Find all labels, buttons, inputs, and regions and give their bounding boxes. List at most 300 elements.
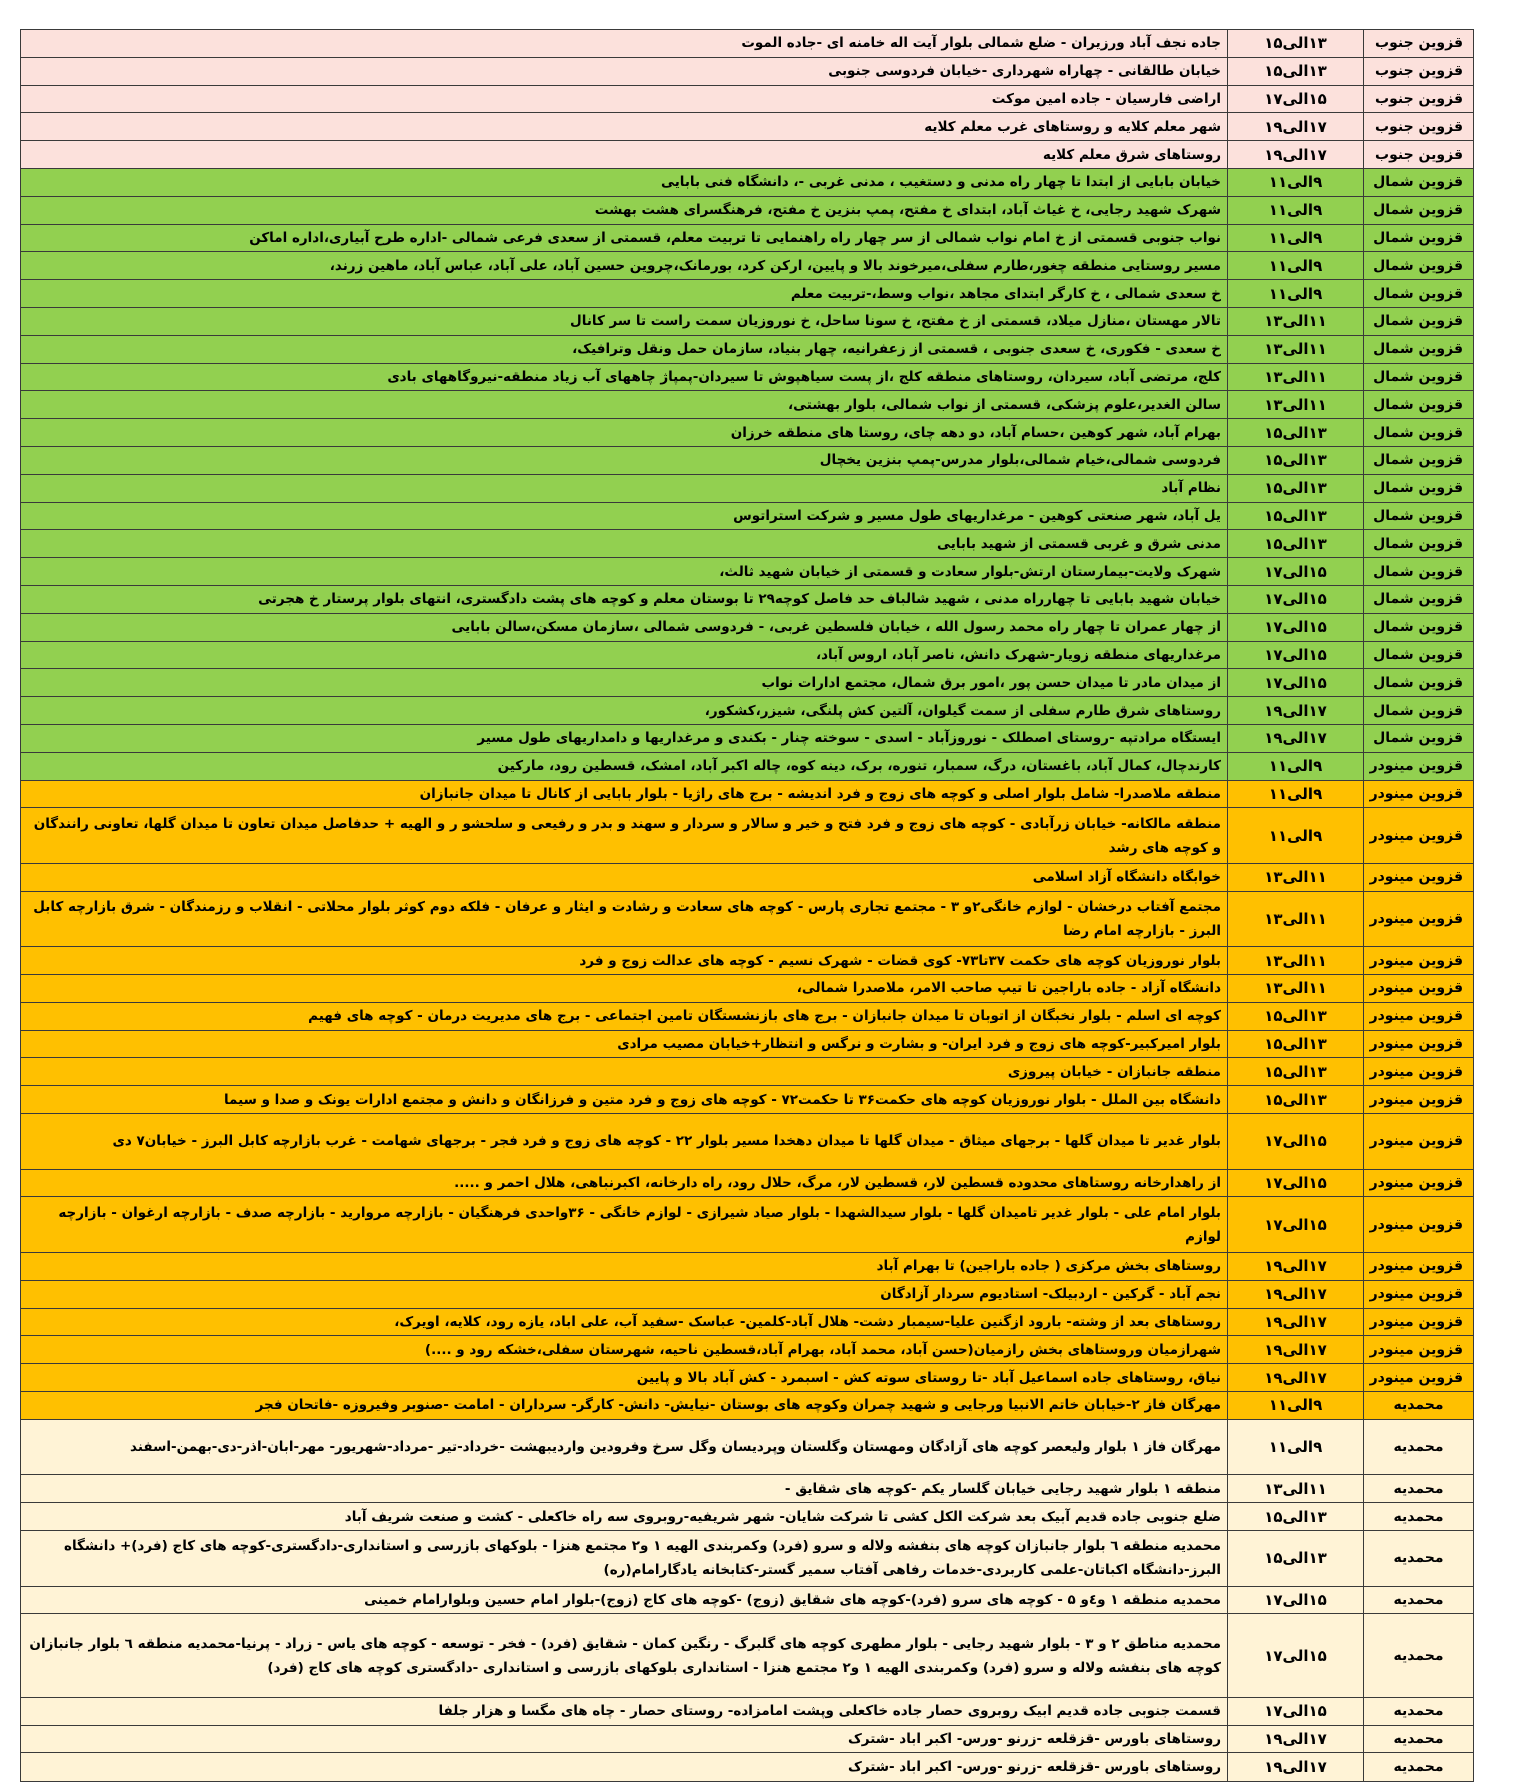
time-cell bbox=[1227, 697, 1363, 725]
region-label: قزوین مینودر bbox=[1369, 1036, 1463, 1053]
areas-text: نیاق، روستاهای جاده اسماعیل آباد -تا روستای سوته کش - اسبمرد - کش آباد بالا و پایین bbox=[636, 1369, 1221, 1386]
time-cell bbox=[1227, 280, 1363, 308]
region-cell bbox=[1363, 1420, 1473, 1476]
time-range-label: ۱۵الی۱۷ bbox=[1264, 1132, 1327, 1151]
areas-text: شهرک شهید رجایی، خ غیاث آباد، ابتدای خ مفتح، پمپ بنزین خ مفتح، فرهنگسرای هشت بهشت bbox=[594, 202, 1221, 219]
areas-cell bbox=[20, 475, 1227, 503]
areas-cell bbox=[20, 1170, 1227, 1198]
region-cell bbox=[1363, 1587, 1473, 1615]
time-range-label: ۱۷الی۱۹ bbox=[1264, 1340, 1327, 1359]
table-row bbox=[20, 475, 1473, 503]
areas-text: روستاهای شرق معلم کلایه bbox=[1042, 146, 1221, 163]
power-outage-schedule-table bbox=[20, 29, 1474, 1782]
time-cell bbox=[1227, 336, 1363, 364]
region-cell bbox=[1363, 225, 1473, 253]
time-cell bbox=[1227, 475, 1363, 503]
region-label: قزوین جنوب bbox=[1375, 118, 1463, 135]
time-range-label: ۱۷الی۱۹ bbox=[1264, 1368, 1327, 1387]
time-cell bbox=[1227, 1114, 1363, 1170]
areas-text: دانشگاه آزاد - جاده باراجین تا تیپ صاحب الامر، ملاصدرا شمالی، bbox=[796, 980, 1221, 997]
time-range-label: ۱۷الی۱۹ bbox=[1264, 145, 1327, 164]
time-range-label: ۱۷الی۱۹ bbox=[1264, 1257, 1327, 1276]
table-row bbox=[20, 864, 1473, 892]
table-row bbox=[20, 586, 1473, 614]
areas-text: ایستگاه مرادتپه -روستای اصطلک - نوروزآباد - اسدی - سوخته چنار - بکندی و مرغداریها و دامداریهای طول مسیر bbox=[477, 730, 1221, 747]
region-label: قزوین مینودر bbox=[1369, 869, 1463, 886]
areas-text: بلوار امام علی - بلوار غدیر تامیدان گلها - بلوار سیدالشهدا - بلوار صیاد شیرازی - لوازم خانگی - ۳۶واحدی فرهنگیان - بازارچه مروارید - بازارچه صدف - بازارچه ارغوان - بازارچه لوازم bbox=[58, 1204, 1221, 1245]
table-row bbox=[20, 1031, 1473, 1059]
region-cell bbox=[1363, 1309, 1473, 1337]
areas-cell bbox=[20, 336, 1227, 364]
region-label: قزوین مینودر bbox=[1369, 1369, 1463, 1386]
region-label: قزوین شمال bbox=[1373, 424, 1463, 441]
areas-text: یل آباد، شهر صنعتی کوهین - مرغداریهای طول مسیر و شرکت استراتوس bbox=[733, 507, 1221, 524]
region-label: محمدیه bbox=[1393, 1592, 1444, 1609]
time-range-label: ۱۱الی۱۳ bbox=[1264, 312, 1327, 331]
time-cell bbox=[1227, 892, 1363, 948]
region-cell bbox=[1363, 864, 1473, 892]
areas-text: محمدیه منطقه ۱ و٤و ۵ - کوچه های سرو (فرد)-کوچه های شقایق (زوج) -کوچه های کاج (زوج)-بلوار امام حسین وبلوارامام خمینی bbox=[364, 1592, 1221, 1609]
table-row bbox=[20, 1475, 1473, 1503]
region-label: قزوین جنوب bbox=[1375, 63, 1463, 80]
areas-cell bbox=[20, 864, 1227, 892]
time-range-label: ۱۳الی۱۵ bbox=[1264, 1507, 1327, 1526]
time-cell bbox=[1227, 86, 1363, 114]
region-cell bbox=[1363, 530, 1473, 558]
areas-cell bbox=[20, 530, 1227, 558]
region-cell bbox=[1363, 586, 1473, 614]
table-row bbox=[20, 308, 1473, 336]
time-range-label: ۱۳الی۱۵ bbox=[1264, 534, 1327, 553]
areas-cell bbox=[20, 419, 1227, 447]
region-cell bbox=[1363, 475, 1473, 503]
time-cell bbox=[1227, 864, 1363, 892]
areas-cell bbox=[20, 558, 1227, 586]
region-cell bbox=[1363, 197, 1473, 225]
table-row bbox=[20, 419, 1473, 447]
region-cell bbox=[1363, 503, 1473, 531]
areas-cell bbox=[20, 1392, 1227, 1420]
areas-cell bbox=[20, 1058, 1227, 1086]
areas-cell bbox=[20, 1698, 1227, 1726]
region-label: قزوین مینودر bbox=[1369, 1008, 1463, 1025]
table-row bbox=[20, 252, 1473, 280]
region-label: محمدیه bbox=[1393, 1759, 1444, 1776]
time-range-label: ۱۱الی۱۳ bbox=[1264, 979, 1327, 998]
areas-text: قسمت جنوبی جاده قدیم ابیک روبروی حصار جاده خاکعلی وپشت امامزاده- روستای حصار - چاه های مگسا و هزار جلفا bbox=[438, 1703, 1221, 1720]
time-range-label: ۱۳الی۱۵ bbox=[1264, 423, 1327, 442]
region-cell bbox=[1363, 1114, 1473, 1170]
time-cell bbox=[1227, 447, 1363, 475]
time-cell bbox=[1227, 975, 1363, 1003]
region-cell bbox=[1363, 1253, 1473, 1281]
region-cell bbox=[1363, 1614, 1473, 1697]
region-label: قزوین مینودر bbox=[1369, 1216, 1463, 1233]
table-row bbox=[20, 725, 1473, 753]
region-label: قزوین شمال bbox=[1373, 341, 1463, 358]
time-cell bbox=[1227, 1364, 1363, 1392]
areas-cell bbox=[20, 1086, 1227, 1114]
areas-cell bbox=[20, 808, 1227, 864]
region-label: قزوین مینودر bbox=[1369, 1341, 1463, 1358]
table-row bbox=[20, 642, 1473, 670]
table-row bbox=[20, 391, 1473, 419]
areas-cell bbox=[20, 113, 1227, 141]
table-row bbox=[20, 1058, 1473, 1086]
areas-cell bbox=[20, 1531, 1227, 1587]
time-range-label: ۱۵الی۱۷ bbox=[1264, 562, 1327, 581]
areas-cell bbox=[20, 1253, 1227, 1281]
region-label: قزوین مینودر bbox=[1369, 1175, 1463, 1192]
time-cell bbox=[1227, 1197, 1363, 1253]
region-label: قزوین شمال bbox=[1373, 202, 1463, 219]
table-row bbox=[20, 30, 1473, 58]
time-cell bbox=[1227, 947, 1363, 975]
region-cell bbox=[1363, 336, 1473, 364]
time-range-label: ۱۷الی۱۹ bbox=[1264, 701, 1327, 720]
areas-cell bbox=[20, 86, 1227, 114]
region-label: قزوین شمال bbox=[1373, 535, 1463, 552]
areas-cell bbox=[20, 447, 1227, 475]
table-row bbox=[20, 530, 1473, 558]
region-cell bbox=[1363, 419, 1473, 447]
time-cell bbox=[1227, 614, 1363, 642]
table-row bbox=[20, 558, 1473, 586]
time-range-label: ۱۳الی۱۵ bbox=[1264, 451, 1327, 470]
areas-cell bbox=[20, 1614, 1227, 1697]
areas-text: از راهدارخانه روستاهای محدوده قسطین لار، قسطین لار، مرگ، حلال رود، راه دارخانه، اکبرنباهی، هلال احمر و ..... bbox=[454, 1175, 1221, 1192]
region-cell bbox=[1363, 1281, 1473, 1309]
time-cell bbox=[1227, 308, 1363, 336]
areas-cell bbox=[20, 1753, 1227, 1782]
areas-text: مرغداریهای منطقه زویار-شهرک دانش، ناصر آباد، اروس آباد، bbox=[816, 646, 1221, 663]
table-row bbox=[20, 781, 1473, 809]
areas-text: محمدیه منطقه ٦ بلوار جانبازان کوچه های بنفشه ولاله و سرو (فرد) وکمربندی الهیه ۱ و۲ مجتمع هنزا - بلوکهای بازرسی و استانداری-دادگستری-کوچه های کاج (فرد)+ دانشگاه البرز-دانشگاه اکباتان-علمی کاربردی-خدمات رفاهی آفتاب سمیر گستر-کتابخانه یادگارامام(ره) bbox=[64, 1538, 1221, 1579]
time-cell bbox=[1227, 1170, 1363, 1198]
table-row bbox=[20, 336, 1473, 364]
region-label: قزوین شمال bbox=[1373, 702, 1463, 719]
region-cell bbox=[1363, 1336, 1473, 1364]
table-row bbox=[20, 503, 1473, 531]
areas-cell bbox=[20, 252, 1227, 280]
region-cell bbox=[1363, 808, 1473, 864]
areas-text: روستاهای شرق طارم سفلی از سمت گیلوان، آلتین کش پلنگی، شیزر،کشکور، bbox=[704, 702, 1221, 719]
region-label: قزوین شمال bbox=[1373, 730, 1463, 747]
time-cell bbox=[1227, 1726, 1363, 1754]
areas-text: منطقه جانبازان - خیابان پیروزی bbox=[1007, 1063, 1221, 1080]
region-cell bbox=[1363, 252, 1473, 280]
table-row bbox=[20, 1392, 1473, 1420]
areas-text: منطقه ملاصدرا- شامل بلوار اصلی و کوچه های زوج و فرد اندیشه - برج های راژیا - بلوار بابایی از کانال تا میدان جانبازان bbox=[419, 785, 1221, 802]
time-cell bbox=[1227, 1587, 1363, 1615]
areas-cell bbox=[20, 1503, 1227, 1531]
region-cell bbox=[1363, 169, 1473, 197]
region-label: قزوین جنوب bbox=[1375, 146, 1463, 163]
areas-text: بلوار نوروزیان کوچه های حکمت ۳۷تا۷۳- کوی قضات - شهرک نسیم - کوچه های عدالت زوج و فرد bbox=[579, 952, 1221, 969]
areas-text: از چهار عمران تا چهار راه محمد رسول الله ، خیابان فلسطین غربی، - فردوسی شمالی ،سازمان مسکن،سالن بابایی bbox=[451, 619, 1221, 636]
time-range-label: ۹الی۱۱ bbox=[1268, 1438, 1323, 1457]
table-row bbox=[20, 113, 1473, 141]
areas-text: خ سعدی شمالی ، خ کارگر ابتدای مجاهد ،نواب وسط،-تربیت معلم bbox=[790, 285, 1221, 302]
time-range-label: ۱۵الی۱۷ bbox=[1264, 1646, 1327, 1665]
time-cell bbox=[1227, 364, 1363, 392]
areas-text: شهرک ولایت-بیمارستان ارتش-بلوار سعادت و قسمتی از خیابان شهید ثالث، bbox=[719, 563, 1221, 580]
time-cell bbox=[1227, 1253, 1363, 1281]
areas-text: از میدان مادر تا میدان حسن پور ،امور برق شمال، مجتمع ادارات نواب bbox=[761, 674, 1221, 691]
areas-text: دانشگاه بین الملل - بلوار نوروزیان کوچه های حکمت۳۶ تا حکمت۷۲ - کوچه های زوج و فرد متین و فرزانگان و دانش و مجتمع ادارات یونک و صدا و سیما bbox=[223, 1091, 1221, 1108]
region-label: قزوین مینودر bbox=[1369, 952, 1463, 969]
region-cell bbox=[1363, 1003, 1473, 1031]
areas-cell bbox=[20, 141, 1227, 169]
region-label: قزوین شمال bbox=[1373, 619, 1463, 636]
region-cell bbox=[1363, 1698, 1473, 1726]
areas-cell bbox=[20, 1003, 1227, 1031]
table-row bbox=[20, 753, 1473, 781]
table-row bbox=[20, 1420, 1473, 1476]
table-row bbox=[20, 1197, 1473, 1253]
areas-text: جاده نجف آباد ورزیران - ضلع شمالی بلوار آیت اله خامنه ای -جاده الموت bbox=[741, 35, 1221, 52]
time-cell bbox=[1227, 1309, 1363, 1337]
areas-text: نظام آباد bbox=[1161, 480, 1221, 497]
table-row bbox=[20, 169, 1473, 197]
region-label: قزوین شمال bbox=[1373, 646, 1463, 663]
time-range-label: ۱۱الی۱۳ bbox=[1264, 951, 1327, 970]
time-range-label: ۱۳الی۱۵ bbox=[1264, 34, 1327, 53]
region-cell bbox=[1363, 1392, 1473, 1420]
region-label: محمدیه bbox=[1393, 1508, 1444, 1525]
time-cell bbox=[1227, 1058, 1363, 1086]
table-row bbox=[20, 1336, 1473, 1364]
time-cell bbox=[1227, 58, 1363, 86]
time-range-label: ۱۷الی۱۹ bbox=[1264, 1730, 1327, 1748]
region-cell bbox=[1363, 1058, 1473, 1086]
region-cell bbox=[1363, 1475, 1473, 1503]
time-cell bbox=[1227, 1031, 1363, 1059]
region-label: محمدیه bbox=[1393, 1397, 1444, 1414]
areas-text: روستاهای بعد از وشته- بارود ازگنین علیا-سیمبار دشت- هلال آباد-کلمین- عباسک -سفید آب، علی اباد، یازه رود، کلایه، اویرک، bbox=[394, 1314, 1221, 1331]
region-label: قزوین شمال bbox=[1373, 368, 1463, 385]
region-cell bbox=[1363, 280, 1473, 308]
region-label: قزوین جنوب bbox=[1375, 35, 1463, 52]
time-range-label: ۱۱الی۱۳ bbox=[1264, 1479, 1327, 1498]
region-label: محمدیه bbox=[1393, 1439, 1444, 1456]
areas-cell bbox=[20, 197, 1227, 225]
time-range-label: ۱۵الی۱۷ bbox=[1264, 645, 1327, 664]
time-range-label: ۱۷الی۱۹ bbox=[1264, 729, 1327, 748]
region-label: محمدیه bbox=[1393, 1480, 1444, 1497]
areas-cell bbox=[20, 280, 1227, 308]
time-cell bbox=[1227, 252, 1363, 280]
areas-cell bbox=[20, 1031, 1227, 1059]
region-label: قزوین مینودر bbox=[1369, 1258, 1463, 1275]
region-label: قزوین مینودر bbox=[1369, 1314, 1463, 1331]
region-label: محمدیه bbox=[1393, 1703, 1444, 1720]
areas-text: خوابگاه دانشگاه آزاد اسلامی bbox=[1032, 869, 1221, 886]
time-cell bbox=[1227, 753, 1363, 781]
areas-text: شهر معلم کلایه و روستاهای غرب معلم کلایه bbox=[924, 118, 1221, 135]
table-row bbox=[20, 669, 1473, 697]
areas-cell bbox=[20, 614, 1227, 642]
time-cell bbox=[1227, 530, 1363, 558]
time-range-label: ۹الی۱۱ bbox=[1268, 784, 1323, 803]
table-row bbox=[20, 975, 1473, 1003]
time-cell bbox=[1227, 1503, 1363, 1531]
time-cell bbox=[1227, 419, 1363, 447]
time-cell bbox=[1227, 391, 1363, 419]
region-cell bbox=[1363, 725, 1473, 753]
areas-text: مسیر روستایی منطقه چغور،طارم سفلی،میرخوند بالا و پایین، ارکن کرد، بورمانک،چروین حسین آباد، علی آباد، عباس آباد، ماهین زرند، bbox=[329, 257, 1221, 274]
region-label: قزوین مینودر bbox=[1369, 911, 1463, 927]
time-cell bbox=[1227, 642, 1363, 670]
time-cell bbox=[1227, 225, 1363, 253]
table-row bbox=[20, 1503, 1473, 1531]
table-row bbox=[20, 697, 1473, 725]
time-cell bbox=[1227, 1281, 1363, 1309]
region-label: قزوین شمال bbox=[1373, 396, 1463, 413]
areas-cell bbox=[20, 169, 1227, 197]
time-range-label: ۱۳الی۱۵ bbox=[1264, 1062, 1327, 1081]
time-range-label: ۹الی۱۱ bbox=[1268, 201, 1323, 220]
time-cell bbox=[1227, 725, 1363, 753]
areas-text: سالن الغدیر،علوم پزشکی، قسمتی از نواب شمالی، بلوار بهشتی، bbox=[788, 396, 1221, 413]
time-range-label: ۱۳الی۱۵ bbox=[1264, 62, 1327, 81]
areas-cell bbox=[20, 947, 1227, 975]
region-cell bbox=[1363, 558, 1473, 586]
region-cell bbox=[1363, 1726, 1473, 1754]
areas-cell bbox=[20, 1726, 1227, 1754]
region-label: قزوین مینودر bbox=[1369, 785, 1463, 802]
table-row bbox=[20, 1281, 1473, 1309]
time-cell bbox=[1227, 1614, 1363, 1697]
region-cell bbox=[1363, 447, 1473, 475]
table-row bbox=[20, 1614, 1473, 1697]
time-range-label: ۹الی۱۱ bbox=[1268, 284, 1323, 303]
time-cell bbox=[1227, 113, 1363, 141]
time-cell bbox=[1227, 1475, 1363, 1503]
region-cell bbox=[1363, 1197, 1473, 1253]
time-range-label: ۱۵الی۱۷ bbox=[1264, 673, 1327, 692]
areas-text: مدنی شرق و غربی قسمتی از شهید بابایی bbox=[937, 535, 1221, 552]
areas-text: مهرگان فاز ۲-خیابان خاتم الانبیا ورجایی و شهید چمران وکوچه های بوستان -نیایش- دانش- کارگر- سرداران - امامت -صنوبر وفیروزه -فاتحان فجر bbox=[255, 1397, 1221, 1414]
areas-cell bbox=[20, 1281, 1227, 1309]
region-cell bbox=[1363, 1170, 1473, 1198]
region-cell bbox=[1363, 1503, 1473, 1531]
time-cell bbox=[1227, 1003, 1363, 1031]
table-row bbox=[20, 1114, 1473, 1170]
region-label: قزوین شمال bbox=[1373, 313, 1463, 330]
areas-text: منطقه مالکانه- خیابان زرآبادی - کوچه های زوج و فرد فتح و خیر و سالار و سردار و سهند و بدر و رفیعی و سلحشو ر و الهیه + حدفاصل میدان تعاون تا میدان گلها، تعاونی رانندگان و کوچه های رشد bbox=[33, 815, 1221, 856]
areas-cell bbox=[20, 503, 1227, 531]
areas-text: محمدیه مناطق ۲ و ۳ - بلوار شهید رجایی - بلوار مطهری کوچه های گلبرگ - رنگین کمان - شقایق (فرد) - فخر - توسعه - کوچه های یاس - زراد - پرنیا-محمدیه منطقه ٦ بلوار جانبازان کوچه های بنفشه ولاله و سرو (فرد) وکمربندی الهیه ۱ و۲ مجتمع هنزا - استانداری بلوکهای بازرسی و استانداری -دادگستری کوچه های کاج (فرد) bbox=[29, 1635, 1221, 1676]
areas-text: مهرگان فاز ۱ بلوار ولیعصر کوچه های آزادگان ومهستان وگلستان وپردیسان وگل سرخ وفرودین واردیبهشت -خرداد-تیر -مرداد-شهریور- مهر-ابان-اذر-دی-بهمن-اسفند bbox=[130, 1439, 1221, 1456]
region-cell bbox=[1363, 58, 1473, 86]
areas-cell bbox=[20, 58, 1227, 86]
region-cell bbox=[1363, 113, 1473, 141]
time-range-label: ۱۷الی۱۹ bbox=[1264, 1758, 1327, 1777]
region-label: محمدیه bbox=[1393, 1550, 1444, 1567]
region-cell bbox=[1363, 753, 1473, 781]
areas-cell bbox=[20, 225, 1227, 253]
areas-cell bbox=[20, 308, 1227, 336]
time-range-label: ۱۱الی۱۳ bbox=[1264, 367, 1327, 386]
region-cell bbox=[1363, 614, 1473, 642]
region-cell bbox=[1363, 30, 1473, 58]
areas-cell bbox=[20, 697, 1227, 725]
time-range-label: ۱۵الی۱۷ bbox=[1264, 1591, 1327, 1610]
areas-text: روستاهای باورس -قزقلعه -زرنو -ورس- اکبر اباد -شترک bbox=[847, 1731, 1221, 1747]
region-label: قزوین مینودر bbox=[1369, 1063, 1463, 1080]
region-cell bbox=[1363, 1086, 1473, 1114]
region-label: قزوین شمال bbox=[1373, 591, 1463, 608]
time-cell bbox=[1227, 141, 1363, 169]
areas-text: تالار مهستان ،منازل میلاد، قسمتی از خ مفتح، خ سونا ساحل، خ نوروزیان سمت راست تا سر کانال bbox=[570, 313, 1221, 330]
table-row bbox=[20, 364, 1473, 392]
time-range-label: ۱۳الی۱۵ bbox=[1264, 1090, 1327, 1109]
areas-text: شهرازمیان وروستاهای بخش رازمیان(حسن آباد، محمد آباد، بهرام آباد،قسطین ناحیه، شهرستان سفلی،خشکه رود و ....) bbox=[424, 1341, 1221, 1358]
table-row bbox=[20, 225, 1473, 253]
areas-cell bbox=[20, 30, 1227, 58]
region-label: قزوین مینودر bbox=[1369, 980, 1463, 997]
region-cell bbox=[1363, 308, 1473, 336]
region-cell bbox=[1363, 892, 1473, 948]
time-cell bbox=[1227, 30, 1363, 58]
time-cell bbox=[1227, 1531, 1363, 1587]
areas-cell bbox=[20, 975, 1227, 1003]
time-cell bbox=[1227, 197, 1363, 225]
region-label: قزوین مینودر bbox=[1369, 1133, 1463, 1150]
table-row bbox=[20, 58, 1473, 86]
table-row bbox=[20, 141, 1473, 169]
region-label: قزوین شمال bbox=[1373, 174, 1463, 191]
time-range-label: ۱۵الی۱۷ bbox=[1264, 89, 1327, 108]
table-row bbox=[20, 1753, 1473, 1782]
time-range-label: ۱۱الی۱۳ bbox=[1264, 395, 1327, 414]
areas-cell bbox=[20, 1587, 1227, 1615]
time-range-label: ۹الی۱۱ bbox=[1268, 826, 1323, 845]
time-cell bbox=[1227, 669, 1363, 697]
time-cell bbox=[1227, 1420, 1363, 1476]
time-range-label: ۱۳الی۱۵ bbox=[1264, 1549, 1327, 1568]
time-range-label: ۹الی۱۱ bbox=[1268, 757, 1323, 776]
time-range-label: ۱۷الی۱۹ bbox=[1264, 1285, 1327, 1304]
time-cell bbox=[1227, 1086, 1363, 1114]
region-cell bbox=[1363, 141, 1473, 169]
areas-cell bbox=[20, 1309, 1227, 1337]
region-label: محمدیه bbox=[1393, 1647, 1444, 1664]
areas-text: کارندچال، کمال آباد، باغستان، درگ، سمبار، تنوره، برک، دینه کوه، چاله اکبر آباد، امشک، قسطین رود، مارکین bbox=[497, 758, 1221, 775]
table-row bbox=[20, 1531, 1473, 1587]
table-row bbox=[20, 1364, 1473, 1392]
areas-text: روستاهای باورس -قزقلعه -زرنو -ورس- اکبر اباد -شترک bbox=[847, 1759, 1221, 1776]
table-row bbox=[20, 86, 1473, 114]
region-label: قزوین شمال bbox=[1373, 285, 1463, 302]
region-label: قزوین شمال bbox=[1373, 507, 1463, 524]
region-cell bbox=[1363, 364, 1473, 392]
region-cell bbox=[1363, 1753, 1473, 1782]
time-range-label: ۹الی۱۱ bbox=[1268, 256, 1323, 275]
region-cell bbox=[1363, 781, 1473, 809]
time-cell bbox=[1227, 781, 1363, 809]
table-row bbox=[20, 280, 1473, 308]
time-range-label: ۱۵الی۱۷ bbox=[1264, 1174, 1327, 1193]
time-range-label: ۱۵الی۱۷ bbox=[1264, 590, 1327, 609]
areas-cell bbox=[20, 1114, 1227, 1170]
areas-text: فردوسی شمالی،خیام شمالی،بلوار مدرس-پمپ بنزین یخچال bbox=[819, 452, 1221, 469]
areas-cell bbox=[20, 1475, 1227, 1503]
areas-text: بهرام آباد، شهر کوهین ،حسام آباد، دو دهه چای، روستا های منطقه خرزان bbox=[730, 424, 1221, 441]
region-cell bbox=[1363, 947, 1473, 975]
region-label: قزوین شمال bbox=[1373, 674, 1463, 691]
